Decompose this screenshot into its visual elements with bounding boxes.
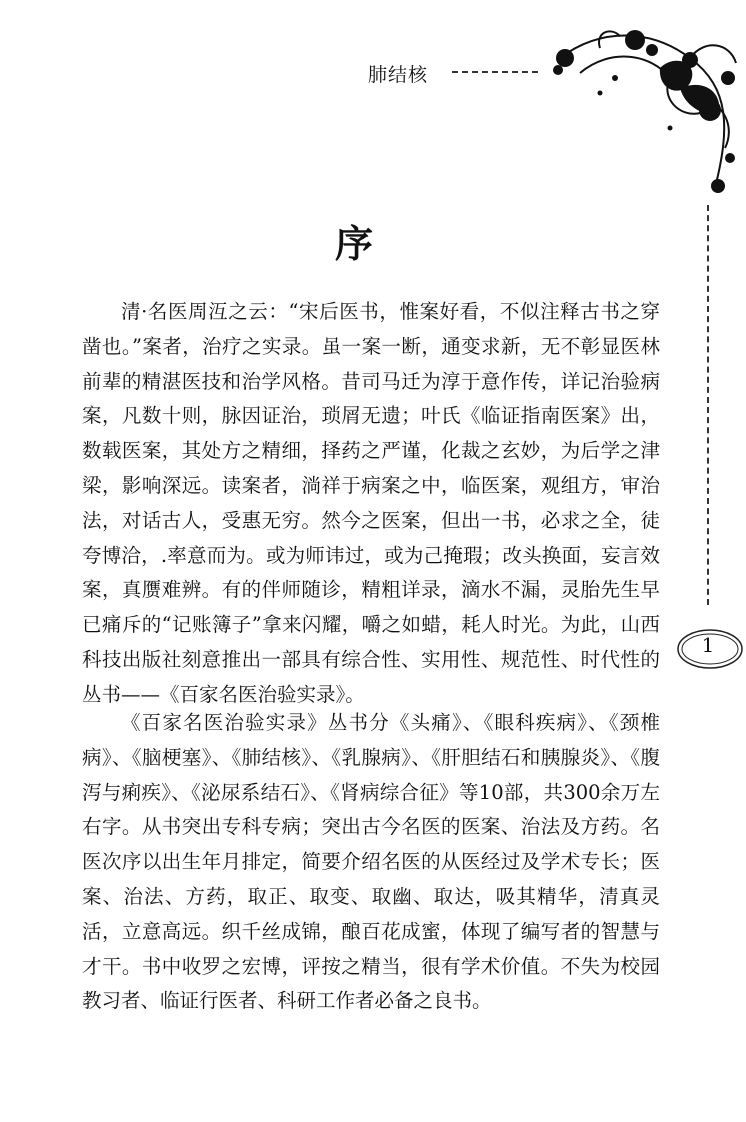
header-dash-line	[452, 71, 538, 73]
floral-ornament-icon	[540, 18, 746, 200]
book-title: 肺结核	[368, 64, 429, 86]
margin-dash-line	[707, 205, 709, 605]
preface-paragraph-1: 清·名医周沍之云：“宋后医书，惟案好看，不似注释古书之穿凿也。”案者，治疗之实录。虽一案一断，通变求新，无不彰显医林前辈的精湛医技和治学风格。昔司马迁为淳于意作传，详记治验病案，凡数十则，脉因证治，琐屑无遗；叶氏《临证指南医案》出，数载医案，其处方之精细，择药之严谨，化裁之玄妙，为后学之津梁，影响深远。读案者，淌祥于病案之中，临医案，观组方，审治法，对话古人，受惠无穷。然今之医案，但出一书，必求之全，徒夸博洽，.率意而为。或为师讳过，或为己掩瑕；改头换面，妄言效案，真赝难辨。有的伴师随诊，精粗详录，滴水不漏，灵胎先生早已痛斥的“记账簿子”拿来闪耀，嚼之如蜡，耗人时光。为此，山西科技出版社刻意推出一部具有综合性、实用性、规范性、时代性的丛书——《百家名医治验实录》。	[82, 300, 660, 706]
page-number: 1	[701, 633, 715, 657]
preface-title: 序	[335, 221, 376, 266]
preface-paragraph-2: 《百家名医治验实录》丛书分《头痛》、《眼科疾病》、《颈椎病》、《脑梗塞》、《肺结核》、《乳腺病》、《肝胆结石和胰腺炎》、《腹泻与痢疾》、《泌尿系结石》、《肾病综合征》等10部，共300余万左右字。从书突出专科专病；突出古今名医的医案、治法及方药。名医次序以出生年月排定，简要介绍名医的从医经过及学术专长；医案、治法、方药，取正、取变、取幽、取达，吸其精华，清真灵活，立意高远。织千丝成锦，酿百花成蜜，体现了编写者的智慧与才干。书中收罗之宏博，评按之精当，很有学术价值。不失为校园教习者、临证行医者、科研工作者必备之良书。	[82, 711, 660, 1013]
